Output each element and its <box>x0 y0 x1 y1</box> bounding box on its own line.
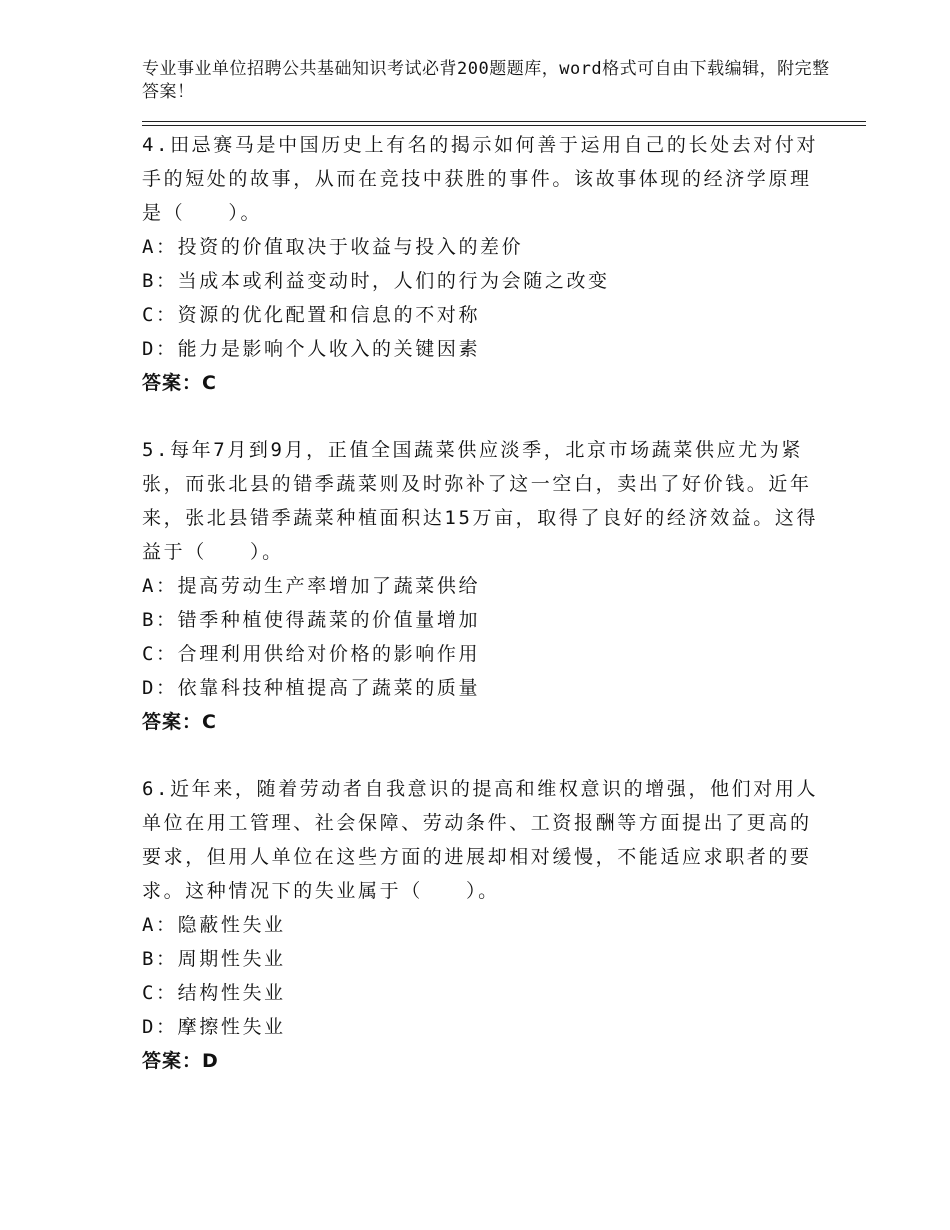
option-b: B：错季种植使得蔬菜的价值量增加 <box>142 609 481 631</box>
answer-label: 答案：C <box>142 372 217 394</box>
option-b: B：当成本或利益变动时，人们的行为会随之改变 <box>142 270 610 292</box>
question-stem: 6.近年来，随着劳动者自我意识的提高和维权意识的增强，他们对用人单位在用工管理、社会保障、劳动条件、工资报酬等方面提出了更高的要求，但用人单位在这些方面的进展却相对缓慢，不能适应求职者的要求。这种情况下的失业属于（ ）。 <box>142 778 819 902</box>
question-list <box>142 128 822 1111</box>
option-a: A：投资的价值取决于收益与投入的差价 <box>142 236 524 258</box>
header-divider-top <box>142 121 866 122</box>
option-d: D：摩擦性失业 <box>142 1016 286 1038</box>
question-stem: 4.田忌赛马是中国历史上有名的揭示如何善于运用自己的长处去对付对手的短处的故事，从而在竞技中获胜的事件。该故事体现的经济学原理是（ ）。 <box>142 134 819 224</box>
question-4 <box>142 128 822 400</box>
question-6 <box>142 772 822 1078</box>
option-c: C：合理利用供给对价格的影响作用 <box>142 643 481 665</box>
option-c: C：资源的优化配置和信息的不对称 <box>142 304 481 326</box>
document-header: 专业事业单位招聘公共基础知识考试必背200题题库，word格式可自由下载编辑，附完整答案！ <box>142 59 830 102</box>
option-b: B：周期性失业 <box>142 948 286 970</box>
question-stem: 5.每年7月到9月，正值全国蔬菜供应淡季，北京市场蔬菜供应尤为紧张，而张北县的错季蔬菜则及时弥补了这一空白，卖出了好价钱。近年来，张北县错季蔬菜种植面积达15万亩，取得了良好的经济效益。这得益于（ ）。 <box>142 439 819 563</box>
answer-label: 答案：D <box>142 1050 219 1072</box>
option-a: A：隐蔽性失业 <box>142 914 286 936</box>
question-5 <box>142 433 822 739</box>
option-c: C：结构性失业 <box>142 982 286 1004</box>
option-d: D：能力是影响个人收入的关键因素 <box>142 338 481 360</box>
option-d: D：依靠科技种植提高了蔬菜的质量 <box>142 677 481 699</box>
option-a: A：提高劳动生产率增加了蔬菜供给 <box>142 575 481 597</box>
answer-label: 答案：C <box>142 711 217 733</box>
header-divider-bottom <box>142 125 866 126</box>
